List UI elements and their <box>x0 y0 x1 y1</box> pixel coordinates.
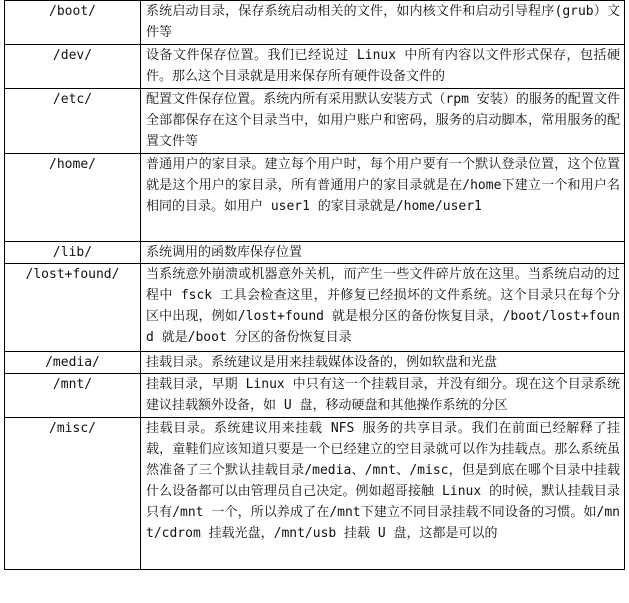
directory-path-cell: /lost+found/ <box>5 264 141 352</box>
directory-description-cell: 挂载目录。系统建议是用来挂载媒体设备的，例如软盘和光盘 <box>141 352 625 374</box>
directory-description-cell: 普通用户的家目录。建立每个用户时，每个用户要有一个默认登录位置，这个位置就是这个用户的家目录，所有普通用户的家目录就是在/home下建立一个和用户名相同的目录。如用户 user1 的家目录就是/home/user1 <box>141 154 625 242</box>
directory-description-cell: 挂载目录。系统建议用来挂载 NFS 服务的共享目录。我们在前面已经解释了挂载，童鞋们应该知道只要是一个已经建立的空目录就可以作为挂载点。那么系统虽然准备了三个默认挂载目录/media、/mnt、/misc，但是到底在哪个目录中挂载什么设备都可以由管理员自己决定。例如超哥接触 Linux 的时候，默认挂载目录只有/mnt 一个，所以养成了在/mnt下建立不同目录挂载不同设备的习惯。如/mnt/cdrom 挂载光盘，/mnt/usb 挂载 U 盘，这都是可以的 <box>141 418 625 570</box>
linux-directory-table <box>4 0 625 570</box>
directory-table-wrapper <box>4 0 624 570</box>
directory-path-cell: /dev/ <box>5 45 141 89</box>
directory-path-cell: /boot/ <box>5 1 141 45</box>
directory-description-cell: 当系统意外崩溃或机器意外关机，而产生一些文件碎片放在这里。当系统启动的过程中 fsck 工具会检查这里，并修复已经损坏的文件系统。这个目录只在每个分区中出现，例如/lost+found 就是根分区的备份恢复目录，/boot/lost+found 就是/boot 分区的备份恢复目录 <box>141 264 625 352</box>
directory-description-cell: 配置文件保存位置。系统内所有采用默认安装方式（rpm 安装）的服务的配置文件全部都保存在这个目录当中，如用户账户和密码，服务的启动脚本，常用服务的配置文件等 <box>141 89 625 154</box>
directory-path-cell: /home/ <box>5 154 141 242</box>
table-row <box>5 374 625 418</box>
directory-path-cell: /media/ <box>5 352 141 374</box>
table-row <box>5 1 625 45</box>
directory-path-cell: /lib/ <box>5 242 141 264</box>
directory-path-cell: /etc/ <box>5 89 141 154</box>
directory-description-cell: 系统调用的函数库保存位置 <box>141 242 625 264</box>
table-row <box>5 242 625 264</box>
table-row <box>5 418 625 570</box>
table-row <box>5 45 625 89</box>
directory-description-cell: 系统启动目录，保存系统启动相关的文件，如内核文件和启动引导程序(grub）文件等 <box>141 1 625 45</box>
directory-description-cell: 挂载目录，早期 Linux 中只有这一个挂载目录，并没有细分。现在这个目录系统建议挂载额外设备，如 U 盘，移动硬盘和其他操作系统的分区 <box>141 374 625 418</box>
table-row <box>5 264 625 352</box>
table-row <box>5 89 625 154</box>
directory-description-cell: 设备文件保存位置。我们已经说过 Linux 中所有内容以文件形式保存，包括硬件。那么这个目录就是用来保存所有硬件设备文件的 <box>141 45 625 89</box>
directory-path-cell: /mnt/ <box>5 374 141 418</box>
directory-path-cell: /misc/ <box>5 418 141 570</box>
table-row <box>5 154 625 242</box>
table-row <box>5 352 625 374</box>
